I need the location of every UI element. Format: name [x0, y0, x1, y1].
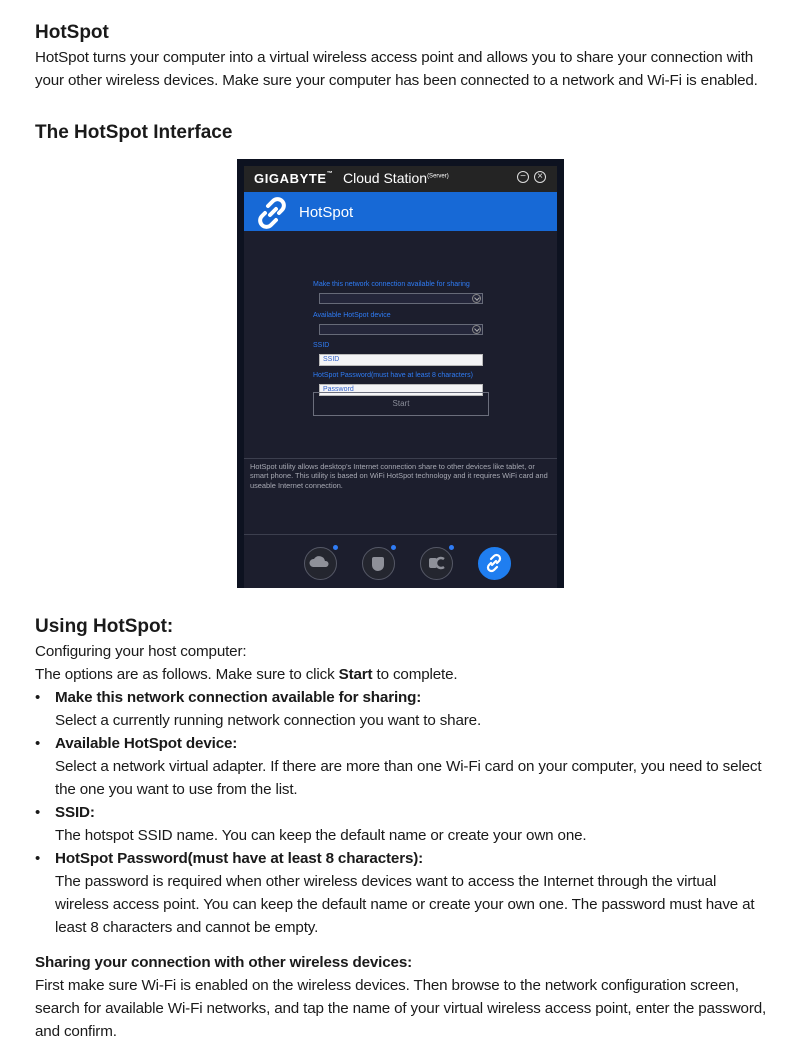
brand-logo: GIGABYTE™ [254, 171, 334, 186]
minimize-button[interactable]: − [517, 171, 529, 183]
divider [244, 458, 557, 459]
list-item: • Available HotSpot device: Select a network virtual adapter. If there are more than one Wi-Fi card on your computer, you need to select the one you want to use from the list. [35, 732, 770, 801]
charge-icon[interactable] [420, 547, 453, 580]
sharing-heading: Sharing your connection with other wireless devices: [35, 954, 413, 971]
password-label: HotSpot Password(must have at least 8 characters) [313, 372, 473, 379]
ssid-label: SSID [313, 342, 330, 349]
share-connection-dropdown[interactable] [319, 293, 483, 304]
intro-text: HotSpot turns your computer into a virtual wireless access point and allows you to share your connection with your other wireless devices. Make sure your computer has been connected to a network and Wi-Fi is enabled. [35, 49, 758, 89]
hotspot-device-label: Available HotSpot device [313, 312, 391, 319]
chevron-down-icon [472, 294, 481, 303]
start-button[interactable]: Start [313, 392, 489, 416]
options-list [35, 686, 770, 939]
app-name: Cloud Station$^{(Server)}$ [343, 170, 449, 186]
ssid-input[interactable]: SSID [319, 354, 483, 366]
link-icon [255, 196, 291, 235]
header-title: HotSpot [299, 204, 354, 221]
sharing-section [35, 951, 770, 1043]
interface-heading: The HotSpot Interface [35, 122, 233, 143]
title-bar [244, 166, 557, 192]
using-line1: Configuring your host computer: [35, 643, 247, 660]
list-item: • HotSpot Password(must have at least 8 characters): The password is required when other wireless devices want to access the Internet through the virtual wireless access point. You can keep the default name or create your own one. The password must have at least 8 characters and cannot be empty. [35, 847, 770, 939]
status-dot [449, 545, 454, 550]
hotspot-link-icon[interactable] [478, 547, 511, 580]
share-connection-label: Make this network connection available for sharing [313, 281, 470, 288]
remote-icon[interactable] [362, 547, 395, 580]
status-dot [333, 545, 338, 550]
using-heading: Using HotSpot: [35, 616, 174, 637]
chevron-down-icon [472, 325, 481, 334]
hotspot-description: HotSpot utility allows desktop's Internet connection share to other devices like tablet, or smart phone. This utility is based on WiFi HotSpot technology and it requires WiFi card and useable Internet connection. [250, 462, 548, 490]
close-button[interactable]: × [534, 171, 546, 183]
password-input[interactable]: Password [319, 384, 483, 396]
using-section [35, 640, 770, 939]
sharing-text: First make sure Wi-Fi is enabled on the wireless devices. Then browse to the network configuration screen, search for available Wi-Fi networks, and tap the name of your virtual wireless access point, enter the password, and confirm. [35, 977, 767, 1040]
window-body [244, 166, 557, 588]
hotspot-header [244, 192, 557, 231]
cloud-icon[interactable] [304, 547, 337, 580]
list-item: • Make this network connection available for sharing: Select a currently running network connection you want to share. [35, 686, 770, 732]
status-dot [391, 545, 396, 550]
divider [244, 534, 557, 535]
using-line2: The options are as follows. Make sure to click Start to complete. [35, 666, 458, 683]
hotspot-device-dropdown[interactable] [319, 324, 483, 335]
list-item: • SSID: The hotspot SSID name. You can keep the default name or create your own one. [35, 801, 770, 847]
section-title: HotSpot [35, 22, 109, 43]
cloud-station-window [237, 159, 564, 588]
